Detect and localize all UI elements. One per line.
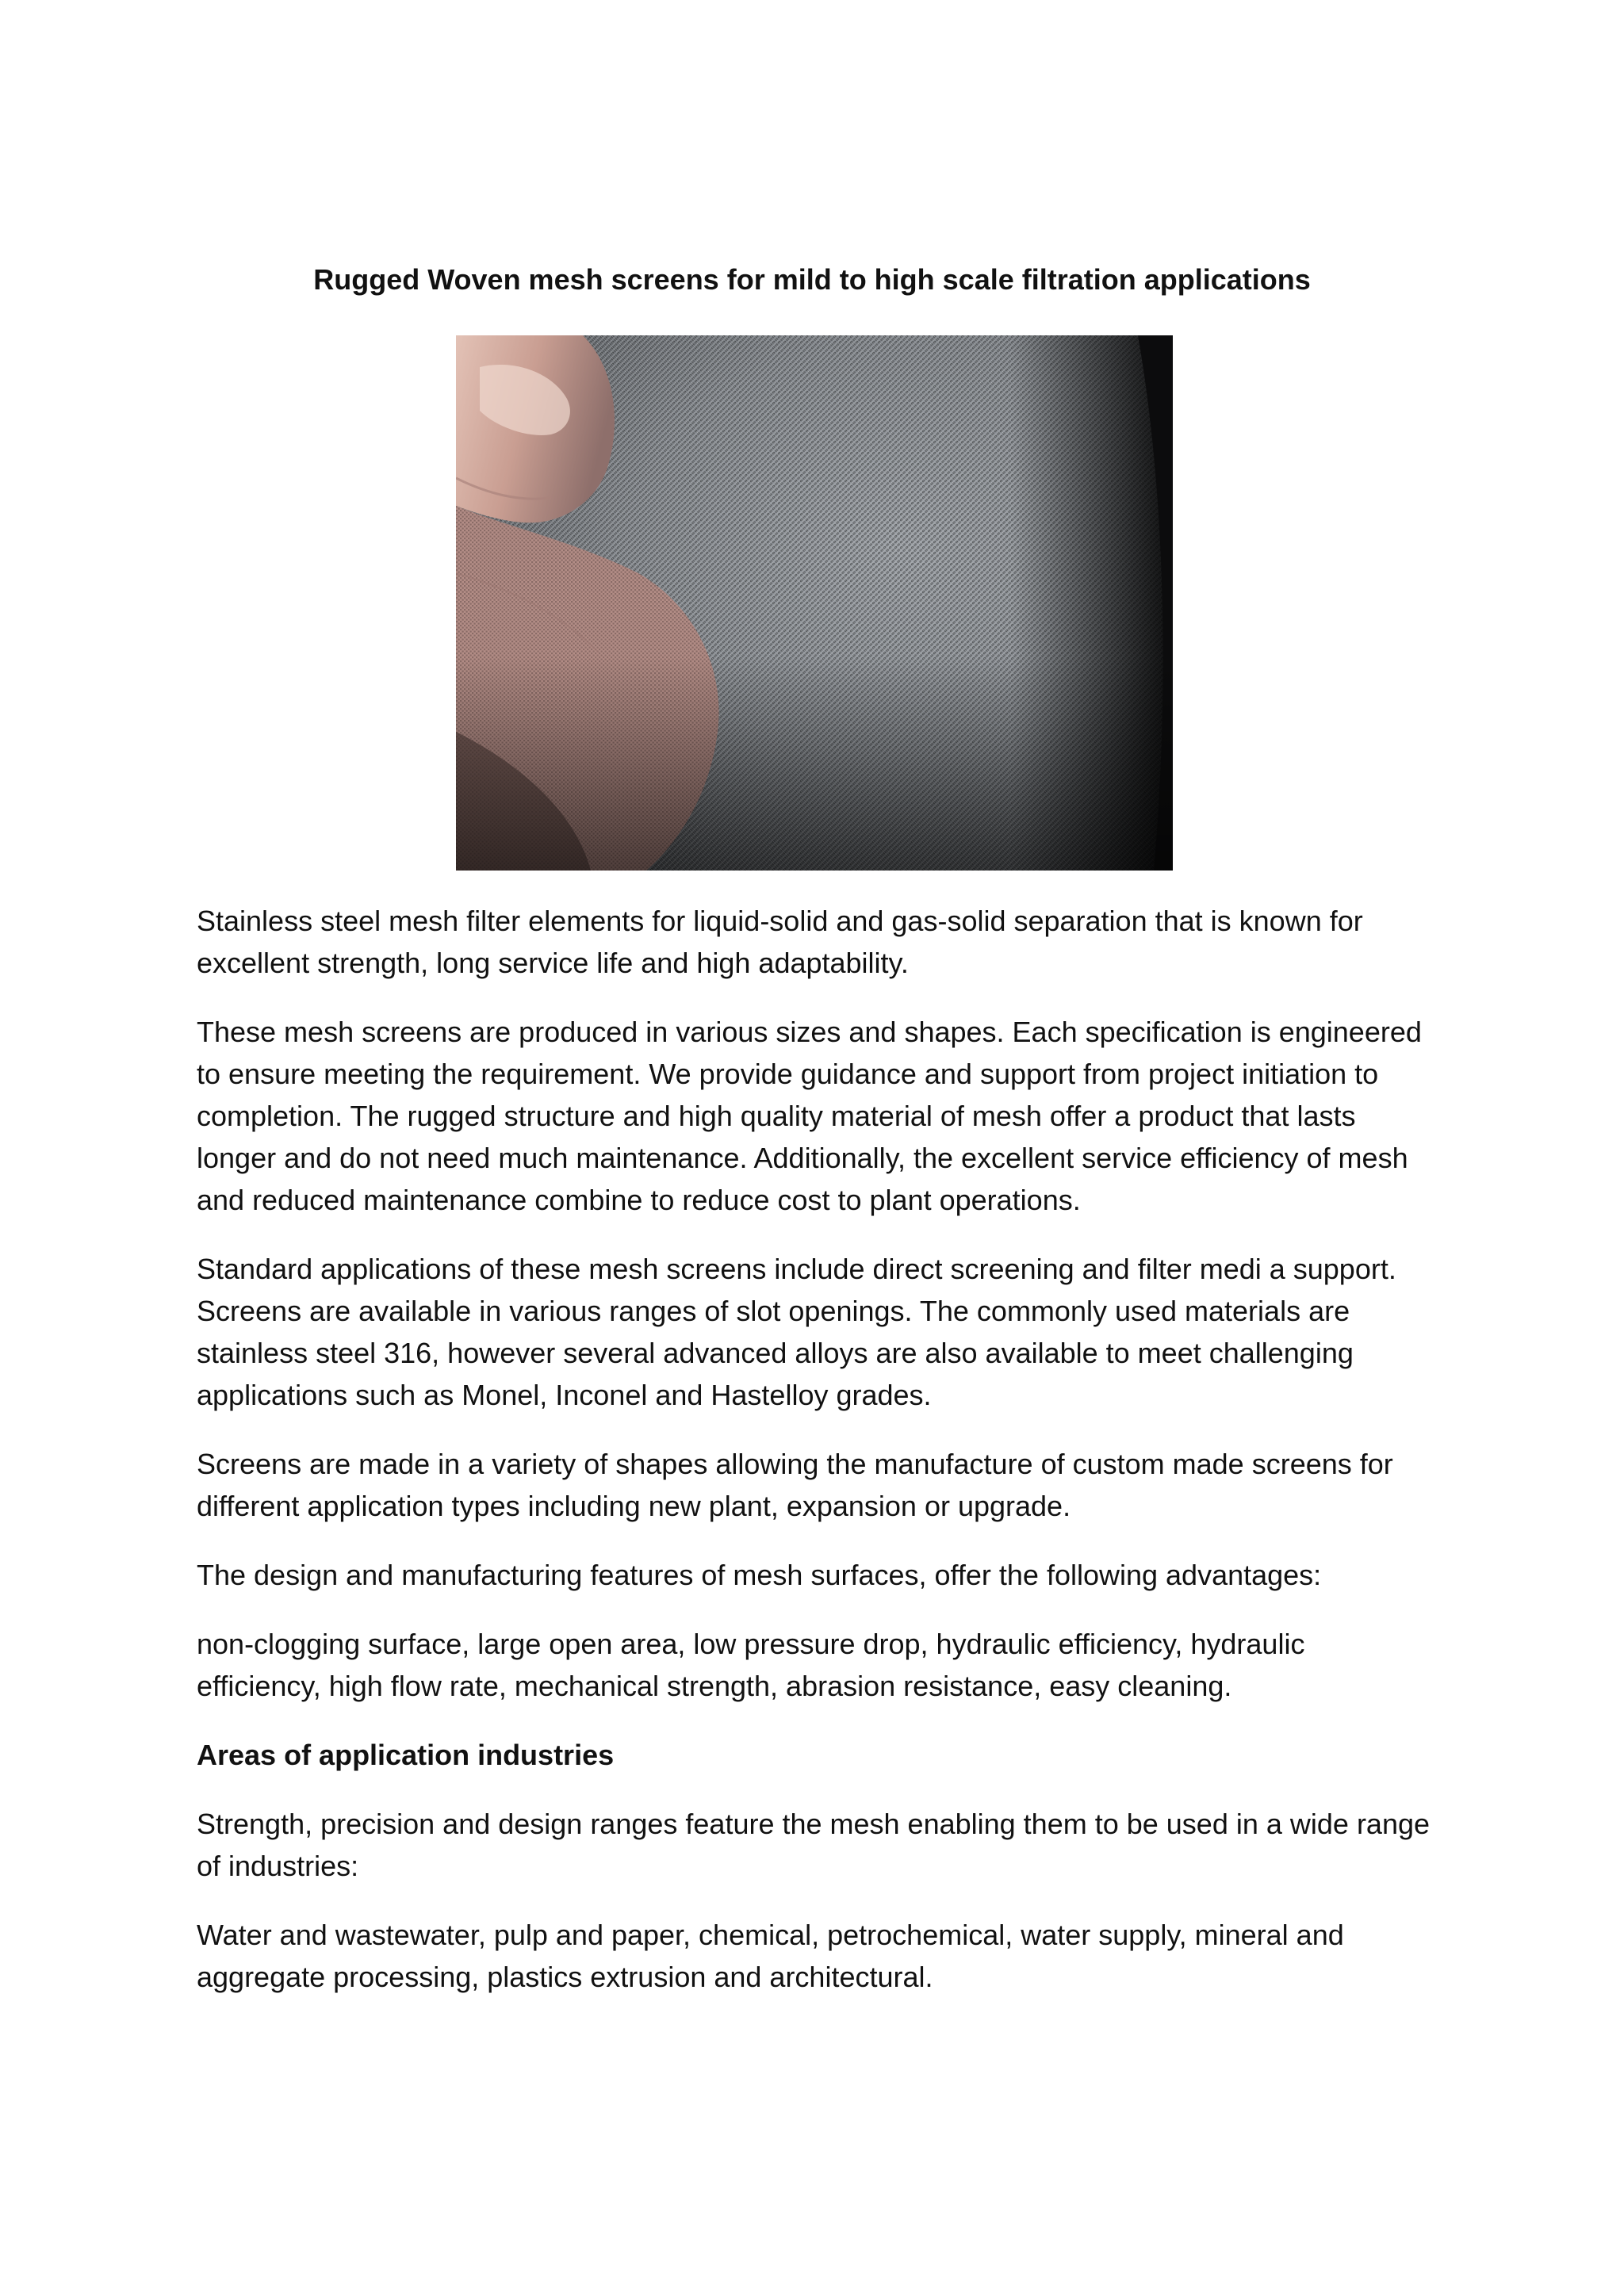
paragraph-custom-shapes: Screens are made in a variety of shapes allowing the manufacture of custom made screens for different application types including new plant, expansion or upgrade.	[197, 1448, 1393, 1522]
mesh-photo	[456, 335, 1173, 871]
section-heading: Areas of application industries	[197, 1739, 615, 1771]
document-title: Rugged Woven mesh screens for mild to high scale filtration applications	[313, 263, 1311, 296]
document-body	[197, 900, 1434, 2025]
paragraph-industries-list: Water and wastewater, pulp and paper, chemical, petrochemical, water supply, mineral and aggregate processing, plastics extrusion and architectural.	[197, 1919, 1344, 1993]
paragraph-intro: Stainless steel mesh filter elements for liquid-solid and gas-solid separation that is known for excellent strength, long service life and high adaptability.	[197, 905, 1363, 979]
paragraph-industries-intro: Strength, precision and design ranges feature the mesh enabling them to be used in a wide range of industries:	[197, 1808, 1431, 1882]
paragraph-applications: Standard applications of these mesh screens include direct screening and filter medi a support. Screens are available in various ranges of slot openings. The commonly used materials are stainless steel 316, however several advanced alloys are also available to meet challenging applications such as Monel, Inconel and Hastelloy grades.	[197, 1253, 1396, 1411]
paragraph-sizes-shapes: These mesh screens are produced in various sizes and shapes. Each specification is engineered to ensure meeting the requirement. We provide guidance and support from project initiation to completion. The rugged structure and high quality material of mesh offer a product that lasts longer and do not need much maintenance. Additionally, the excellent service efficiency of mesh and reduced maintenance combine to reduce cost to plant operations.	[197, 1016, 1422, 1216]
paragraph-advantages-list: non-clogging surface, large open area, low pressure drop, hydraulic efficiency, hydraulic efficiency, high flow rate, mechanical strength, abrasion resistance, easy cleaning.	[197, 1628, 1305, 1702]
paragraph-advantages-intro: The design and manufacturing features of mesh surfaces, offer the following advantages:	[197, 1559, 1322, 1591]
